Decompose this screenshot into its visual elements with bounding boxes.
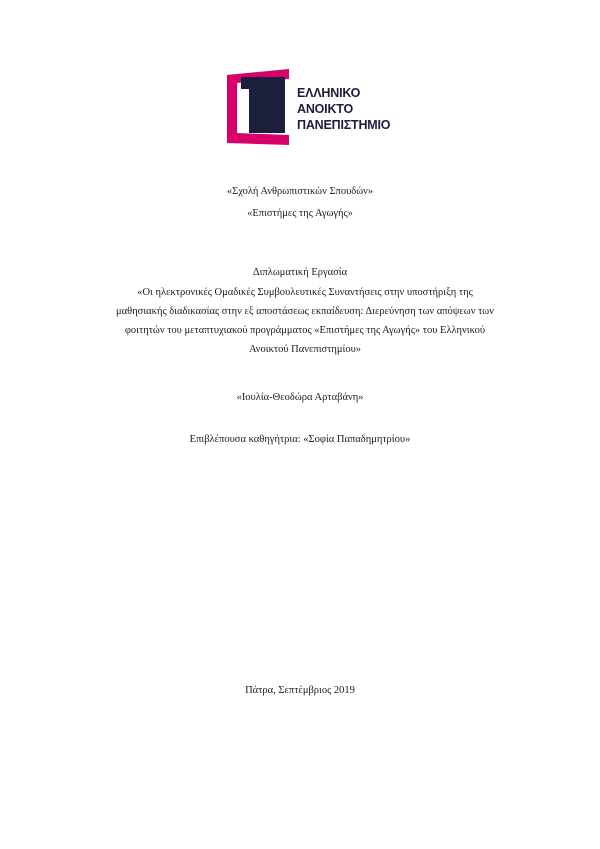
author-name: «Ιουλία-Θεοδώρα Αρταβάνη» <box>236 392 364 403</box>
thesis-title-line-2: μαθησιακής διαδικασίας στην εξ αποστάσεως εκπαίδευση: Διερεύνηση των απόψεων των <box>116 306 494 317</box>
supervisor: Επιβλέπουσα καθηγήτρια: «Σοφία Παπαδημητρίου» <box>189 434 411 445</box>
logo-line-1: ΕΛΛΗΝΙΚΟ <box>297 86 361 100</box>
school-name: «Σχολή Ανθρωπιστικών Σπουδών» <box>226 186 374 197</box>
thesis-type: Διπλωματική Εργασία <box>252 267 348 278</box>
logo-wordmark <box>297 85 390 133</box>
thesis-title-line-3: φοιτητών του μεταπτυχιακού προγράμματος «Επιστήμες της Αγωγής» του Ελληνικού <box>124 325 486 336</box>
university-logo <box>227 69 407 145</box>
thesis-title <box>75 283 535 359</box>
program-name: «Επιστήμες της Αγωγής» <box>247 208 353 219</box>
thesis-title-line-4: Ανοικτού Πανεπιστημίου» <box>248 344 362 355</box>
logo-line-2: ΑΝΟΙΚΤΟ <box>297 102 354 116</box>
thesis-title-line-1: «Οι ηλεκτρονικές Ομαδικές Συμβουλευτικές Συναντήσεις στην υποστήριξη της <box>137 287 473 298</box>
logo-line-3: ΠΑΝΕΠΙΣΤΗΜΙΟ <box>297 118 391 132</box>
logo-mark-icon <box>227 69 297 145</box>
place-date: Πάτρα, Σεπτέμβριος 2019 <box>245 685 355 696</box>
